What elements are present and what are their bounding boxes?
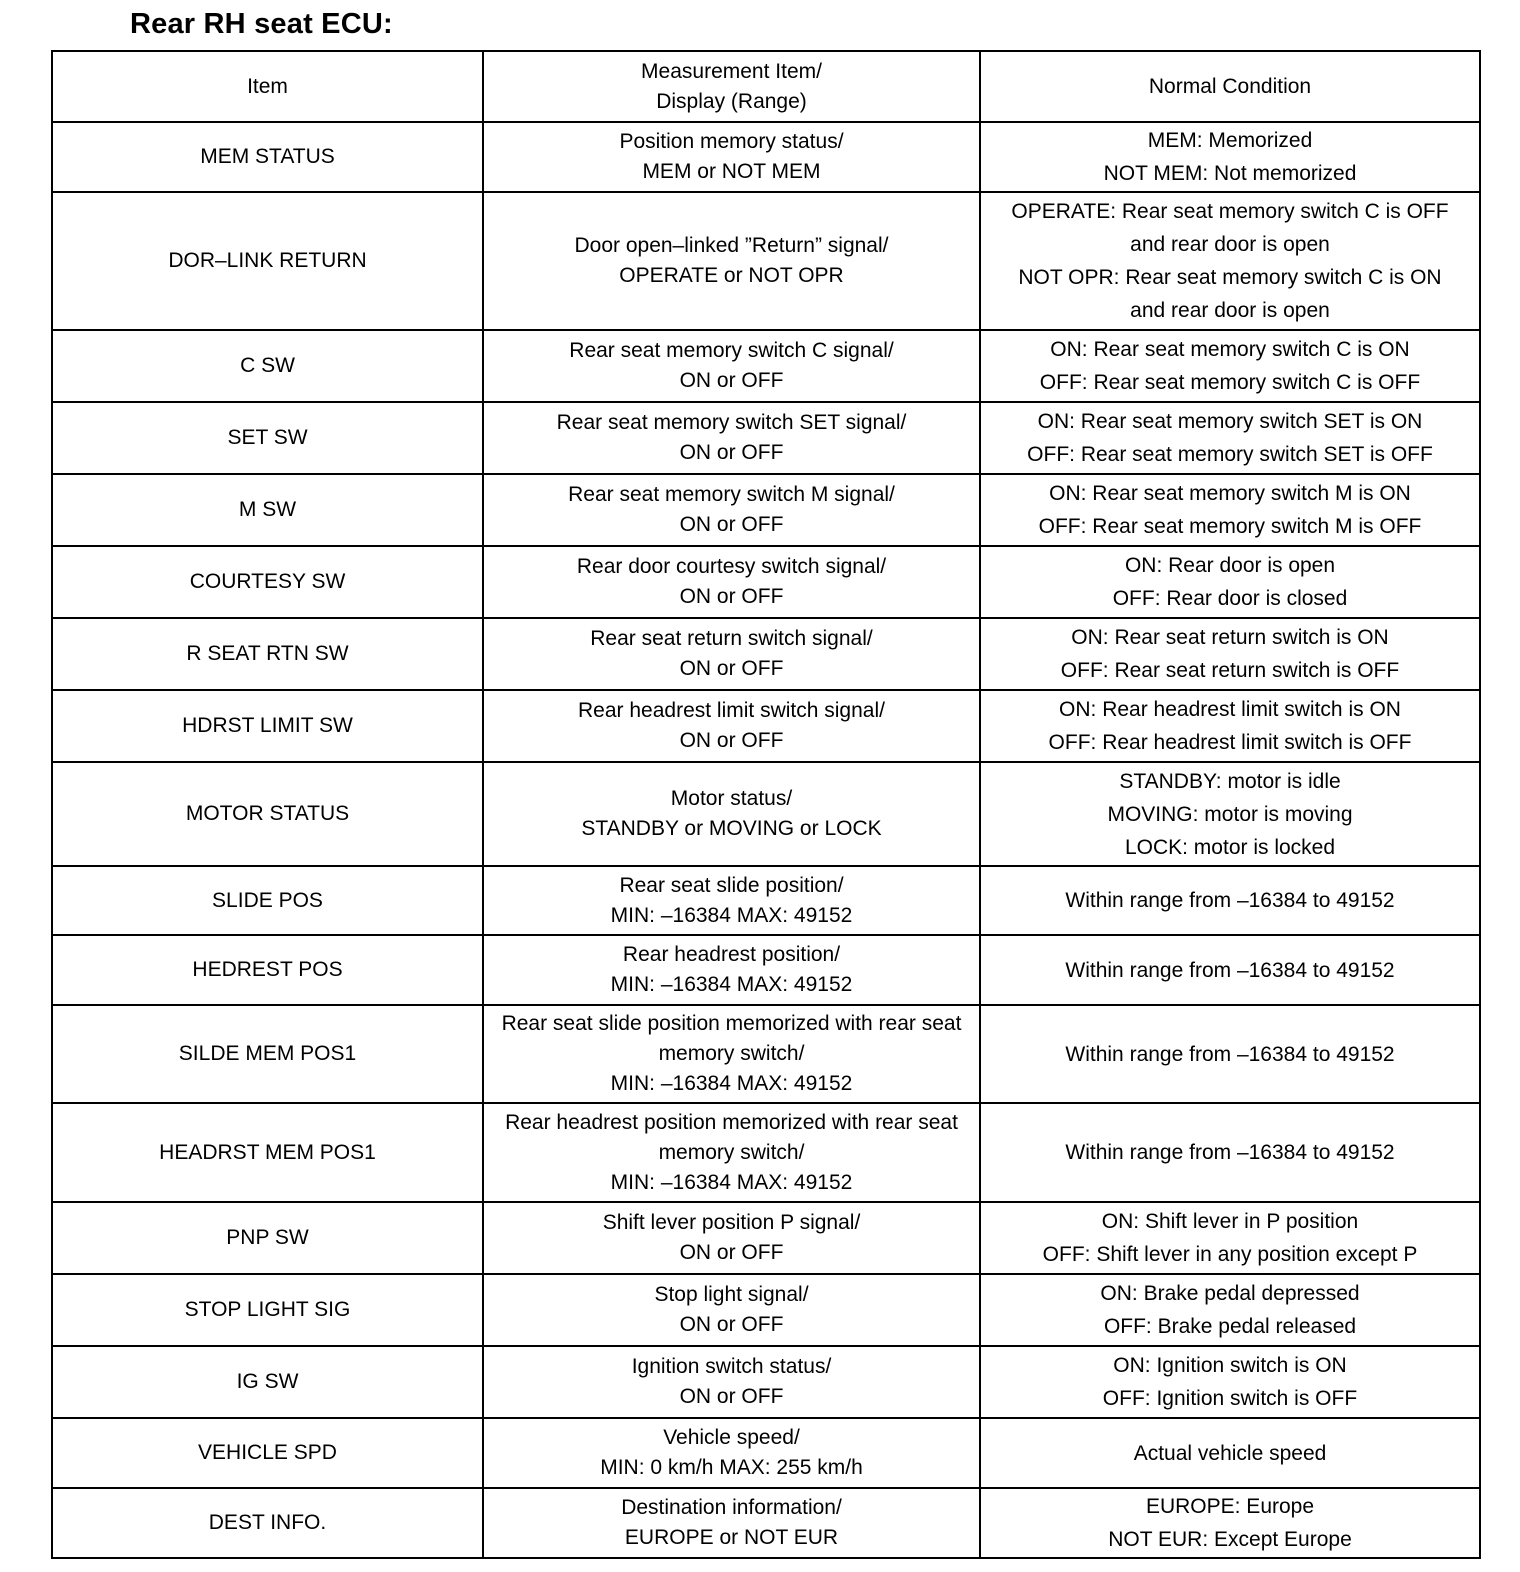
header-item-label: Item <box>247 74 288 98</box>
condition-line: OFF: Shift lever in any position except P <box>1042 1243 1418 1266</box>
measurement-line: Rear seat slide position/ <box>619 873 844 897</box>
cell-measurement <box>483 1103 980 1202</box>
measurement-line: ON or OFF <box>679 513 784 536</box>
measurement-line: memory switch/ <box>658 1042 805 1065</box>
condition-line: NOT OPR: Rear seat memory switch C is ON <box>1018 266 1442 289</box>
measurement-line: Rear seat memory switch C signal/ <box>569 339 894 362</box>
item-name: M SW <box>238 498 297 521</box>
cell-condition <box>980 1488 1480 1558</box>
condition-line: ON: Rear headrest limit switch is ON <box>1059 698 1401 721</box>
cell-condition <box>980 866 1480 935</box>
measurement-line: ON or OFF <box>679 441 784 464</box>
measurement-line: Rear headrest position/ <box>622 943 841 966</box>
condition-line: OFF: Ignition switch is OFF <box>1102 1387 1358 1410</box>
measurement-line: Rear headrest limit switch signal/ <box>578 699 885 722</box>
measurement-line: MIN: 0 km/h MAX: 255 km/h <box>600 1456 863 1479</box>
table-body <box>52 122 1480 1558</box>
condition-line: ON: Rear seat return switch is ON <box>1071 626 1389 649</box>
cell-item <box>52 935 483 1005</box>
cell-measurement <box>483 1005 980 1103</box>
condition-line: ON: Rear seat memory switch C is ON <box>1050 338 1410 361</box>
condition-line: Within range from –16384 to 49152 <box>1065 1141 1395 1164</box>
measurement-line: MEM or NOT MEM <box>642 160 821 183</box>
header-item <box>52 51 483 122</box>
cell-item <box>52 690 483 762</box>
cell-item <box>52 1103 483 1202</box>
condition-line: ON: Rear door is open <box>1124 554 1336 577</box>
header-measurement-line: Display (Range) <box>656 89 807 113</box>
cell-item <box>52 1274 483 1346</box>
cell-measurement <box>483 402 980 474</box>
measurement-line: OPERATE or NOT OPR <box>619 264 844 287</box>
measurement-line: ON or OFF <box>679 1313 784 1336</box>
table-row <box>52 474 1480 546</box>
condition-line: and rear door is open <box>1130 299 1330 322</box>
measurement-line: ON or OFF <box>679 657 784 680</box>
measurement-line: MIN: –16384 MAX: 49152 <box>610 973 853 996</box>
table-row <box>52 330 1480 402</box>
cell-condition <box>980 1274 1480 1346</box>
measurement-line: Rear seat slide position memorized with rear seat <box>501 1012 962 1035</box>
cell-measurement <box>483 474 980 546</box>
condition-line: Within range from –16384 to 49152 <box>1065 958 1395 982</box>
condition-line: Within range from –16384 to 49152 <box>1065 889 1395 912</box>
page-title: Rear RH seat ECU: <box>130 8 393 40</box>
table-row <box>52 1103 1480 1202</box>
cell-measurement <box>483 330 980 402</box>
item-name: VEHICLE SPD <box>198 1441 337 1464</box>
cell-measurement <box>483 192 980 330</box>
item-name: R SEAT RTN SW <box>186 642 349 665</box>
cell-condition <box>980 1418 1480 1488</box>
table-row <box>52 935 1480 1005</box>
header-condition <box>980 51 1480 122</box>
condition-line: EUROPE: Europe <box>1145 1495 1315 1518</box>
cell-condition <box>980 192 1480 330</box>
table-row <box>52 866 1480 935</box>
measurement-line: ON or OFF <box>679 1385 784 1408</box>
condition-line: MEM: Memorized <box>1147 129 1313 152</box>
item-name: HDRST LIMIT SW <box>182 714 353 737</box>
cell-condition <box>980 1202 1480 1274</box>
measurement-line: Rear seat return switch signal/ <box>590 627 873 650</box>
measurement-line: memory switch/ <box>658 1140 805 1164</box>
cell-condition <box>980 762 1480 866</box>
measurement-line: Door open–linked ”Return” signal/ <box>574 234 889 257</box>
cell-condition <box>980 690 1480 762</box>
table-row <box>52 1346 1480 1418</box>
cell-measurement <box>483 762 980 866</box>
condition-line: OPERATE: Rear seat memory switch C is OFF <box>1011 200 1449 223</box>
cell-condition <box>980 1103 1480 1202</box>
cell-item <box>52 1418 483 1488</box>
condition-line: Actual vehicle speed <box>1133 1441 1327 1465</box>
cell-item <box>52 1346 483 1418</box>
table-row <box>52 618 1480 690</box>
cell-item <box>52 1202 483 1274</box>
cell-condition <box>980 935 1480 1005</box>
measurement-line: Position memory status/ <box>619 130 844 153</box>
cell-measurement <box>483 546 980 618</box>
item-name: DEST INFO. <box>208 1511 327 1534</box>
condition-line: STANDBY: motor is idle <box>1119 769 1341 793</box>
measurement-line: ON or OFF <box>679 369 784 392</box>
item-name: SET SW <box>227 426 308 449</box>
cell-condition <box>980 474 1480 546</box>
item-name: STOP LIGHT SIG <box>184 1298 351 1321</box>
condition-line: OFF: Rear door is closed <box>1112 587 1348 610</box>
measurement-line: Rear door courtesy switch signal/ <box>576 555 887 578</box>
measurement-line: Destination information/ <box>621 1496 842 1519</box>
condition-line: OFF: Rear seat memory switch M is OFF <box>1038 515 1422 538</box>
condition-line: ON: Rear seat memory switch M is ON <box>1049 482 1411 505</box>
table-header-row <box>52 51 1480 122</box>
measurement-line: MIN: –16384 MAX: 49152 <box>610 1072 853 1095</box>
table-row <box>52 122 1480 192</box>
header-measurement-line: Measurement Item/ <box>641 59 822 83</box>
condition-line: NOT MEM: Not memorized <box>1103 162 1357 185</box>
cell-item <box>52 122 483 192</box>
condition-line: OFF: Brake pedal released <box>1103 1315 1357 1338</box>
measurement-line: Rear headrest position memorized with rear seat <box>505 1110 958 1134</box>
condition-line: NOT EUR: Except Europe <box>1108 1528 1352 1551</box>
condition-line: ON: Shift lever in P position <box>1101 1210 1359 1233</box>
data-monitor-table <box>51 50 1481 1559</box>
cell-measurement <box>483 1488 980 1558</box>
table-row <box>52 402 1480 474</box>
measurement-line: ON or OFF <box>679 585 784 608</box>
cell-condition <box>980 546 1480 618</box>
condition-line: OFF: Rear headrest limit switch is OFF <box>1048 731 1412 754</box>
item-name: MEM STATUS <box>200 145 335 168</box>
item-name: PNP SW <box>226 1226 309 1249</box>
item-name: MOTOR STATUS <box>185 802 350 825</box>
condition-line: ON: Ignition switch is ON <box>1113 1354 1347 1377</box>
measurement-line: Motor status/ <box>670 787 793 810</box>
cell-condition <box>980 1346 1480 1418</box>
cell-item <box>52 1488 483 1558</box>
item-name: COURTESY SW <box>189 570 346 593</box>
condition-line: OFF: Rear seat memory switch C is OFF <box>1039 371 1421 394</box>
measurement-line: ON or OFF <box>679 1241 784 1264</box>
cell-item <box>52 192 483 330</box>
table-row <box>52 1274 1480 1346</box>
item-name: HEADRST MEM POS1 <box>159 1140 376 1164</box>
measurement-line: ON or OFF <box>679 729 784 752</box>
measurement-line: Stop light signal/ <box>654 1283 809 1306</box>
condition-line: Within range from –16384 to 49152 <box>1065 1042 1395 1066</box>
table-row <box>52 762 1480 866</box>
item-name: IG SW <box>236 1370 299 1393</box>
cell-item <box>52 402 483 474</box>
condition-line: OFF: Rear seat return switch is OFF <box>1060 659 1400 682</box>
cell-measurement <box>483 690 980 762</box>
cell-condition <box>980 1005 1480 1103</box>
condition-line: ON: Rear seat memory switch SET is ON <box>1037 410 1423 433</box>
cell-item <box>52 330 483 402</box>
cell-measurement <box>483 122 980 192</box>
cell-condition <box>980 402 1480 474</box>
item-name: DOR–LINK RETURN <box>168 249 367 272</box>
cell-condition <box>980 122 1480 192</box>
header-condition-line: Normal Condition <box>1148 74 1312 98</box>
table-row <box>52 1488 1480 1558</box>
cell-item <box>52 546 483 618</box>
table-row <box>52 1202 1480 1274</box>
measurement-line: Ignition switch status/ <box>631 1355 832 1378</box>
measurement-line: MIN: –16384 MAX: 49152 <box>610 1170 853 1194</box>
cell-item <box>52 618 483 690</box>
cell-item <box>52 1005 483 1103</box>
cell-measurement <box>483 935 980 1005</box>
measurement-line: Shift lever position P signal/ <box>602 1211 861 1234</box>
cell-measurement <box>483 1202 980 1274</box>
measurement-line: Rear seat memory switch SET signal/ <box>556 411 907 434</box>
condition-line: LOCK: motor is locked <box>1124 835 1336 859</box>
table-row <box>52 546 1480 618</box>
cell-measurement <box>483 1418 980 1488</box>
cell-condition <box>980 618 1480 690</box>
cell-item <box>52 762 483 866</box>
condition-line: MOVING: motor is moving <box>1107 802 1353 826</box>
table-row <box>52 1005 1480 1103</box>
cell-item <box>52 866 483 935</box>
condition-line: OFF: Rear seat memory switch SET is OFF <box>1027 443 1433 466</box>
condition-line: ON: Brake pedal depressed <box>1100 1282 1360 1305</box>
cell-condition <box>980 330 1480 402</box>
table-row <box>52 192 1480 330</box>
measurement-line: Vehicle speed/ <box>663 1426 800 1449</box>
cell-measurement <box>483 866 980 935</box>
measurement-line: MIN: –16384 MAX: 49152 <box>610 903 853 927</box>
item-name: C SW <box>240 354 295 377</box>
measurement-line: STANDBY or MOVING or LOCK <box>581 817 882 840</box>
cell-measurement <box>483 1346 980 1418</box>
cell-measurement <box>483 1274 980 1346</box>
measurement-line: EUROPE or NOT EUR <box>624 1526 839 1549</box>
cell-measurement <box>483 618 980 690</box>
item-name: HEDREST POS <box>192 958 343 981</box>
item-name: SILDE MEM POS1 <box>178 1042 357 1065</box>
table-row <box>52 690 1480 762</box>
measurement-line: Rear seat memory switch M signal/ <box>568 483 895 506</box>
condition-line: and rear door is open <box>1130 233 1330 256</box>
cell-item <box>52 474 483 546</box>
header-measurement <box>483 51 980 122</box>
item-name: SLIDE POS <box>212 888 323 912</box>
table-row <box>52 1418 1480 1488</box>
